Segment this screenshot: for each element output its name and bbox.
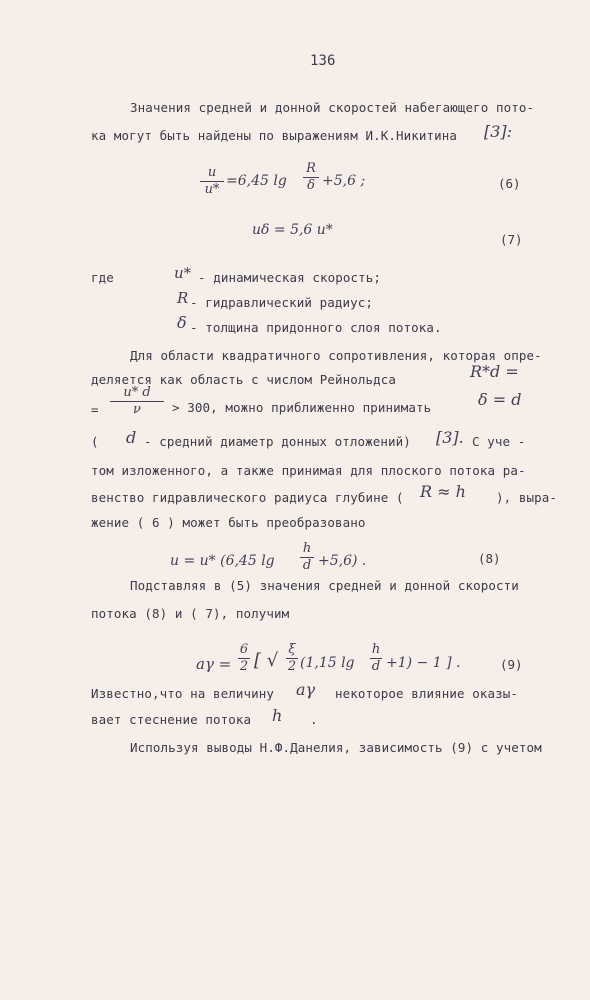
paragraph-2-line-3-text: > 300, можно приближенно принимать: [172, 400, 432, 415]
paragraph-2-line-3-prefix: =: [91, 402, 99, 417]
eq7-number: (7): [500, 232, 523, 247]
reference-3-second: [3].: [436, 428, 464, 447]
paragraph-2-line-7: жение ( 6 ) может быть преобразовано: [91, 515, 366, 530]
paragraph-5-line-1: Используя выводы Н.Ф.Данелия, зависимость (9) с учетом: [130, 740, 542, 755]
paragraph-2-line-6-tail: ), выра-: [496, 490, 558, 505]
reynolds-fraction: u* d ν: [110, 386, 164, 417]
page-number: 136: [310, 53, 336, 69]
eq6-middle: =6,45 lg: [226, 173, 287, 189]
paragraph-1-line-1: Значения средней и донной скоростей набегающего пото-: [130, 100, 535, 115]
reference-3: [3]:: [484, 122, 513, 141]
paragraph-2-line-4-tail: С уче -: [472, 434, 526, 449]
paragraph-2-line-4-open: (: [91, 434, 99, 449]
where-symbol-u-star: u*: [174, 264, 192, 282]
eq8-fraction-h-over-d: h d: [300, 542, 314, 573]
symbol-d: d: [126, 428, 137, 447]
eq6-tail: +5,6 ;: [322, 173, 366, 189]
eq9-tail: +1) − 1 ] .: [386, 655, 461, 671]
eq9-fraction-xi-over-2: ξ 2: [287, 642, 297, 674]
paragraph-3-line-1: Подставляя в (5) значения средней и донной скорости: [130, 578, 519, 593]
eq9-fraction-6-over-2: 6 2: [239, 642, 249, 674]
where-text-dynamic-velocity: - динамическая скорость;: [198, 270, 382, 285]
paragraph-4-line-2-tail: .: [310, 712, 318, 727]
delta-equals-d: δ = d: [478, 390, 522, 409]
eq9-fraction-h-over-d: h d: [371, 642, 381, 674]
eq8-tail: +5,6) .: [318, 553, 367, 569]
where-symbol-r: R: [177, 289, 189, 307]
paragraph-2-line-1: Для области квадратичного сопротивления, которая опре-: [130, 348, 542, 363]
symbol-a-gamma: aγ: [296, 680, 316, 699]
eq8-number: (8): [478, 551, 501, 566]
where-symbol-delta: δ: [177, 313, 187, 332]
eq8-prefix: u = u* (6,45 lg: [170, 553, 275, 569]
paragraph-2-line-6: венство гидравлического радиуса глубине (: [91, 490, 404, 505]
eq6-fraction-r-over-delta: R δ: [303, 162, 319, 193]
paragraph-2-line-5: том изложенного, а также принимая для плоского потока ра-: [91, 463, 526, 478]
eq7-expression: uδ = 5,6 u*: [252, 222, 333, 238]
eq9-lhs: aγ =: [196, 655, 232, 673]
where-label: где: [91, 270, 114, 285]
paragraph-2-line-2: деляется как область с числом Рейнольдса: [91, 372, 397, 387]
reynolds-symbol: R*d =: [470, 362, 519, 381]
where-text-hydraulic-radius: - гидравлический радиус;: [190, 295, 374, 310]
symbol-h: h: [272, 706, 283, 725]
where-text-bottom-layer: - толщина придонного слоя потока.: [190, 320, 442, 335]
eq6-number: (6): [498, 176, 521, 191]
paragraph-3-line-2: потока (8) и ( 7), получим: [91, 606, 290, 621]
paragraph-1-line-2: ка могут быть найдены по выражениям И.К.Никитина: [91, 128, 458, 143]
r-approx-h: R ≈ h: [420, 482, 466, 501]
paragraph-2-line-4-text: - средний диаметр донных отложений): [144, 434, 411, 449]
paragraph-4-line-1-tail: некоторое влияние оказы-: [335, 686, 519, 701]
eq6-fraction-u-over-u-star: u u*: [200, 166, 224, 197]
paragraph-4-line-1: Известно,что на величину: [91, 686, 275, 701]
eq9-bracket-root: [ √: [254, 650, 279, 671]
paragraph-4-line-2: вает стеснение потока: [91, 712, 252, 727]
eq9-number: (9): [500, 657, 523, 672]
eq9-middle: (1,15 lg: [300, 655, 355, 671]
